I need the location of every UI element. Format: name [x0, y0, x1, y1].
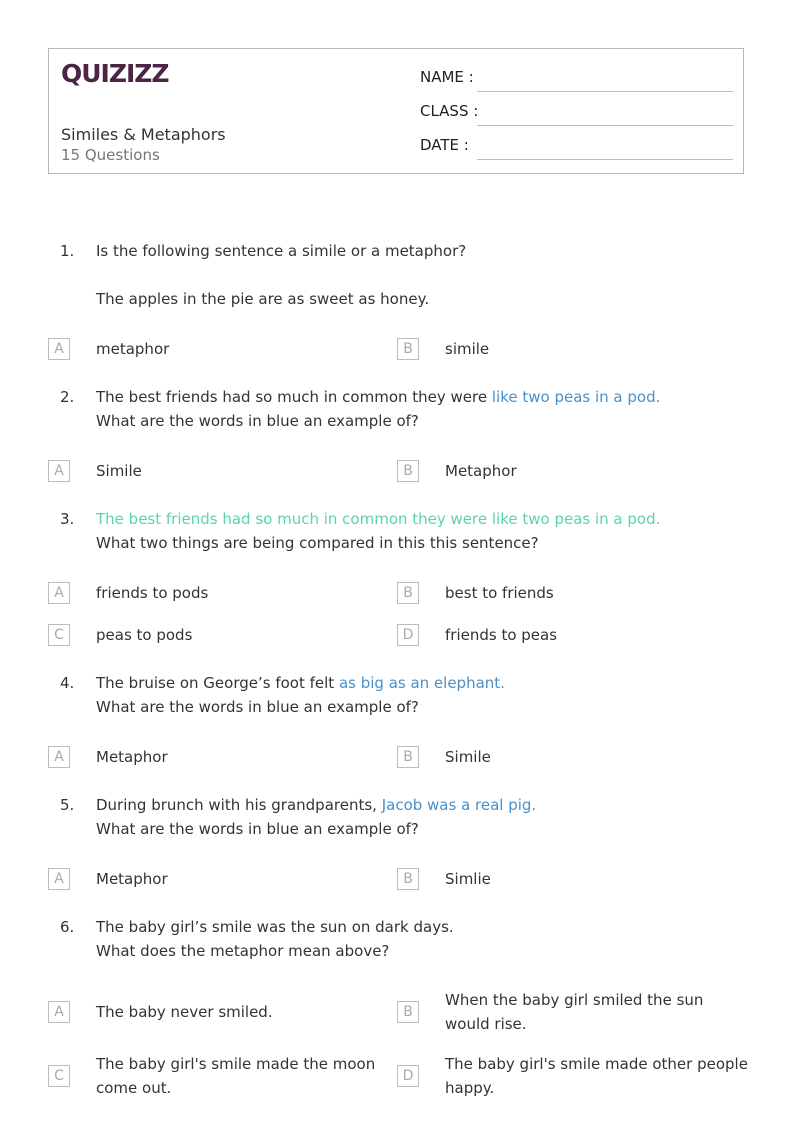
question-text: The baby girl’s smile was the sun on dark days.: [96, 918, 454, 936]
date-label: DATE :: [420, 136, 469, 154]
option-c-text: peas to pods: [96, 626, 193, 644]
class-field[interactable]: [420, 100, 733, 126]
option-a-box[interactable]: A: [48, 460, 70, 482]
question-text: Is the following sentence a simile or a metaphor?: [96, 242, 467, 260]
question-text: [96, 674, 505, 692]
question-count: 15 Questions: [61, 146, 160, 164]
option-c-text: The baby girl's smile made the moon come out.: [96, 1055, 376, 1097]
question-number: 4.: [60, 674, 75, 692]
option-b-box[interactable]: B: [397, 338, 419, 360]
question-prompt: What two things are being compared in this this sentence?: [96, 534, 539, 552]
question-prompt: What are the words in blue an example of?: [96, 412, 419, 430]
option-a-box[interactable]: A: [48, 746, 70, 768]
question-number: 3.: [60, 510, 75, 528]
option-b-box[interactable]: B: [397, 460, 419, 482]
option-a-box[interactable]: A: [48, 338, 70, 360]
class-label: CLASS :: [420, 102, 479, 120]
question-prompt: What are the words in blue an example of?: [96, 820, 419, 838]
name-field[interactable]: [420, 66, 733, 92]
option-b-box[interactable]: B: [397, 868, 419, 890]
question-text-plain: The bruise on George’s foot felt: [96, 674, 339, 692]
question-prompt: What does the metaphor mean above?: [96, 942, 390, 960]
option-b-text: Simlie: [445, 870, 491, 888]
option-b-text: Simile: [445, 748, 491, 766]
name-label: NAME :: [420, 68, 474, 86]
question-number: 2.: [60, 388, 75, 406]
option-b-box[interactable]: B: [397, 582, 419, 604]
option-b-text: best to friends: [445, 584, 554, 602]
option-d-box[interactable]: D: [397, 1065, 419, 1087]
worksheet-header: [48, 48, 744, 174]
option-b-text: Metaphor: [445, 462, 517, 480]
highlighted-phrase: like two peas in a pod.: [491, 388, 661, 406]
question-text-highlighted: The best friends had so much in common they were like two peas in a pod.: [96, 510, 661, 528]
date-field[interactable]: [420, 134, 733, 160]
option-b-box[interactable]: B: [397, 746, 419, 768]
worksheet-title: Similes & Metaphors: [61, 125, 226, 144]
option-a-text: The baby never smiled.: [96, 1003, 273, 1021]
option-a-box[interactable]: A: [48, 1001, 70, 1023]
name-line[interactable]: [477, 91, 733, 92]
question-text-plain: The best friends had so much in common they were: [96, 388, 492, 406]
option-c-box[interactable]: C: [48, 1065, 70, 1087]
option-a-text: Metaphor: [96, 748, 168, 766]
question-sentence: The apples in the pie are as sweet as honey.: [96, 290, 430, 308]
option-d-text: The baby girl's smile made other people happy.: [445, 1055, 748, 1097]
option-b-text: When the baby girl smiled the sun would rise.: [445, 991, 704, 1033]
question-text: [96, 388, 660, 406]
option-c-box[interactable]: C: [48, 624, 70, 646]
highlighted-phrase: Jacob was a real pig.: [381, 796, 537, 814]
option-a-box[interactable]: A: [48, 582, 70, 604]
class-line[interactable]: [477, 125, 733, 126]
option-d-box[interactable]: D: [397, 624, 419, 646]
question-prompt: What are the words in blue an example of?: [96, 698, 419, 716]
highlighted-phrase: as big as an elephant.: [338, 674, 505, 692]
option-a-text: Simile: [96, 462, 142, 480]
option-a-text: metaphor: [96, 340, 170, 358]
option-d-text: friends to peas: [445, 626, 558, 644]
question-number: 6.: [60, 918, 75, 936]
option-a-text: friends to pods: [96, 584, 209, 602]
question-text-plain: During brunch with his grandparents,: [96, 796, 382, 814]
question-text: [96, 796, 536, 814]
option-a-box[interactable]: A: [48, 868, 70, 890]
date-line[interactable]: [477, 159, 733, 160]
quizizz-logo: QUIZIZZ: [61, 59, 169, 88]
question-number: 5.: [60, 796, 75, 814]
option-b-box[interactable]: B: [397, 1001, 419, 1023]
question-number: 1.: [60, 242, 75, 260]
option-a-text: Metaphor: [96, 870, 168, 888]
option-b-text: simile: [445, 340, 490, 358]
